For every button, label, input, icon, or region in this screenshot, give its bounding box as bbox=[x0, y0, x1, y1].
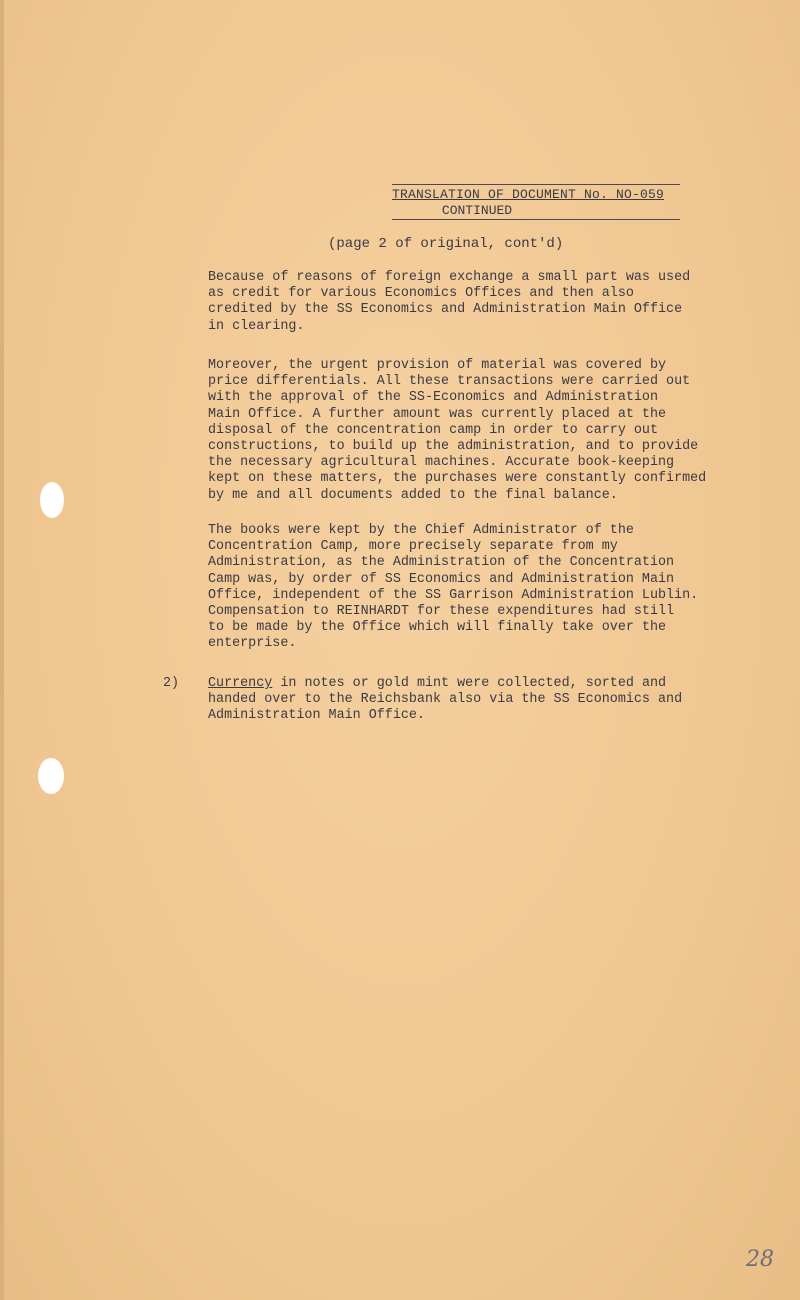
document-subtitle: CONTINUED bbox=[441, 203, 513, 218]
header-rule bbox=[392, 219, 680, 220]
page-note: (page 2 of original, cont'd) bbox=[328, 236, 564, 252]
paragraph-foreign-exchange: Because of reasons of foreign exchange a small part was used as credit for various Economics Offices and then also credited by the SS Economics and Administration Main Office in clearing. bbox=[208, 270, 691, 334]
currency-text: in notes or gold mint were collected, sorted and handed over to the Reichsbank also via the SS Economics and Administration Main Office. bbox=[208, 676, 683, 724]
header-rule bbox=[392, 184, 680, 185]
punch-hole bbox=[38, 758, 64, 794]
page-edge bbox=[0, 0, 4, 1300]
currency-heading: Currency bbox=[208, 676, 273, 691]
document-title: TRANSLATION OF DOCUMENT No. NO-059 bbox=[392, 187, 665, 202]
paragraph-book-keeping: The books were kept by the Chief Administrator of the Concentration Camp, more precisely separate from my Administration, as the Administration of the Concentration Camp was, by order of SS Economics and Administration Main Office, independent of the SS Garrison Administration Lublin. Compensation to REINHARDT for these expenditures had still to be made by the Office which will finally take over the enterprise. bbox=[208, 523, 699, 652]
handwritten-page-number: 28 bbox=[746, 1247, 774, 1272]
paragraph-currency bbox=[208, 676, 738, 725]
item-number: 2) bbox=[163, 676, 180, 691]
punch-hole bbox=[40, 482, 64, 518]
document-header bbox=[392, 186, 680, 219]
paragraph-material-provision: Moreover, the urgent provision of material was covered by price differentials. All these transactions were carried out with the approval of the SS-Economics and Administration Main Office. A further amount was currently placed at the disposal of the concentration camp in order to carry out constructions, to build up the administration, and to provide the necessary agricultural machines. Accurate book-keeping kept on these matters, the purchases were constantly confirmed by me and all documents added to the final balance. bbox=[208, 358, 707, 503]
